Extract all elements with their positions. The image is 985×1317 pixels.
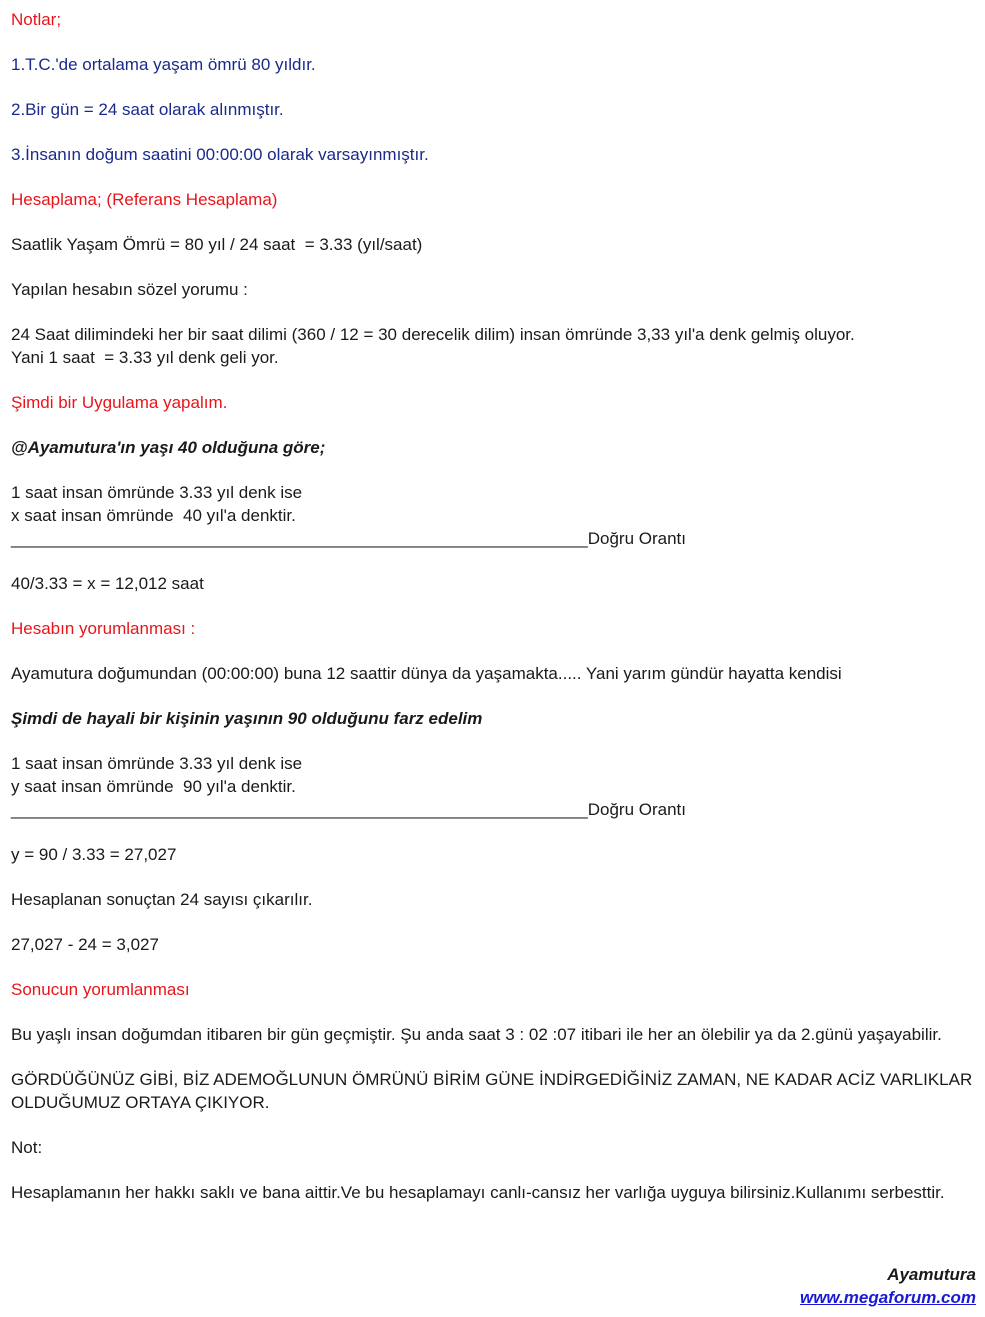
example-1-heading: @Ayamutura'ın yaşı 40 olduğuna göre; bbox=[11, 438, 326, 457]
signature-block bbox=[800, 1263, 976, 1309]
signature-name: Ayamutura bbox=[887, 1265, 976, 1284]
time-slice-line-1: 24 Saat dilimindeki her bir saat dilimi (360 / 12 = 30 derecelik dilim) insan ömründe 3,33 yıl'a denk gelmiş oluyor. bbox=[11, 325, 855, 344]
example-2-proportion bbox=[11, 752, 977, 821]
application-heading: Şimdi bir Uygulama yapalım. bbox=[11, 393, 228, 412]
example-1-proportion bbox=[11, 481, 977, 550]
example-2-line-3: _____________________________________________________________Doğru Orantı bbox=[11, 800, 686, 819]
note-3: 3.İnsanın doğum saatini 00:00:00 olarak varsayınmıştır. bbox=[11, 145, 429, 164]
example-2-result: y = 90 / 3.33 = 27,027 bbox=[11, 845, 177, 864]
conclusion-caps-text: GÖRDÜĞÜNÜZ GİBİ, BİZ ADEMOĞLUNUN ÖMRÜNÜ BİRİM GÜNE İNDİRGEDİĞİNİZ ZAMAN, NE KADAR ACİZ VARLIKLAR OLDUĞUMUZ ORTAYA ÇIKIYOR. bbox=[11, 1070, 973, 1112]
notes-heading: Notlar; bbox=[11, 10, 62, 29]
example-1-line-1: 1 saat insan ömründe 3.33 yıl denk ise bbox=[11, 483, 303, 502]
subtract-note: Hesaplanan sonuçtan 24 sayısı çıkarılır. bbox=[11, 890, 313, 909]
rights-text: Hesaplamanın her hakkı saklı ve bana aittir.Ve bu hesaplamayı canlı-cansız her varlığa uyguya bilirsiniz.Kullanımı serbesttir. bbox=[11, 1183, 945, 1202]
example-1-line-2: x saat insan ömründe 40 yıl'a denktir. bbox=[11, 506, 296, 525]
not-label: Not: bbox=[11, 1138, 43, 1157]
time-slice-line-2: Yani 1 saat = 3.33 yıl denk geli yor. bbox=[11, 348, 279, 367]
example-2-line-1: 1 saat insan ömründe 3.33 yıl denk ise bbox=[11, 754, 303, 773]
subtract-result: 27,027 - 24 = 3,027 bbox=[11, 935, 159, 954]
note-2: 2.Bir gün = 24 saat olarak alınmıştır. bbox=[11, 100, 284, 119]
megaforum-link[interactable]: www.megaforum.com bbox=[799, 1288, 976, 1307]
verbal-interpretation-label: Yapılan hesabın sözel yorumu : bbox=[11, 280, 248, 299]
hourly-lifespan-formula: Saatlik Yaşam Ömrü = 80 yıl / 24 saat = 3.33 (yıl/saat) bbox=[11, 235, 423, 254]
example-2-line-2: y saat insan ömründe 90 yıl'a denktir. bbox=[11, 777, 296, 796]
calculation-heading: Hesaplama; (Referans Hesaplama) bbox=[11, 190, 278, 209]
example-2-heading: Şimdi de hayali bir kişinin yaşının 90 olduğunu farz edelim bbox=[11, 709, 483, 728]
interpretation-text: Ayamutura doğumundan (00:00:00) buna 12 saattir dünya da yaşamakta..... Yani yarım gündür hayatta kendisi bbox=[11, 664, 842, 683]
note-1: 1.T.C.'de ortalama yaşam ömrü 80 yıldır. bbox=[11, 55, 316, 74]
document-body bbox=[11, 8, 977, 1226]
example-1-result: 40/3.33 = x = 12,012 saat bbox=[11, 574, 204, 593]
result-text: Bu yaşlı insan doğumdan itibaren bir gün geçmiştir. Şu anda saat 3 : 02 :07 itibari ile her an ölebilir ya da 2.günü yaşayabilir. bbox=[11, 1025, 942, 1044]
interpretation-heading: Hesabın yorumlanması : bbox=[11, 619, 196, 638]
time-slice-paragraph bbox=[11, 323, 977, 369]
example-1-line-3: _____________________________________________________________Doğru Orantı bbox=[11, 529, 686, 548]
result-heading: Sonucun yorumlanması bbox=[11, 980, 190, 999]
